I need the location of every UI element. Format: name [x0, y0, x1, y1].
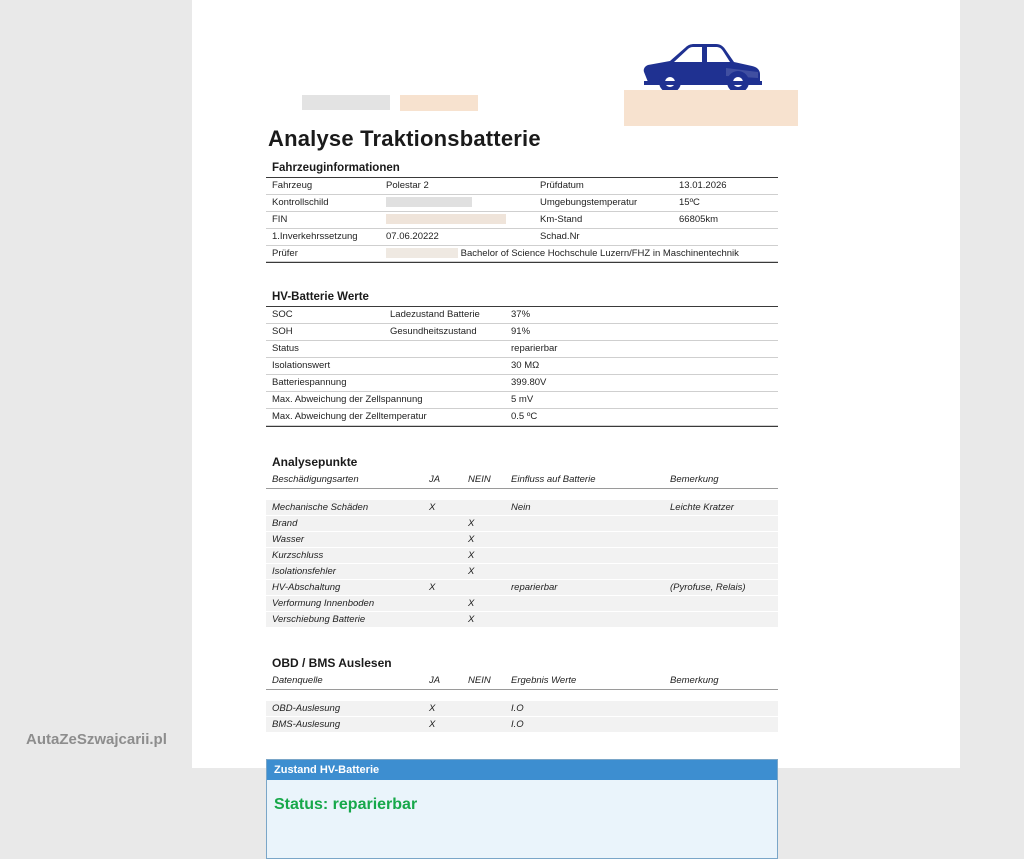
redacted-value: [386, 197, 472, 207]
section-divider: [266, 262, 778, 263]
obd-result: I.O: [505, 701, 664, 717]
page-title: Analyse Traktionsbatterie: [268, 126, 541, 151]
vehicle-label-schadnr: Schad.Nr: [534, 228, 673, 245]
hv-extra-soc: [569, 307, 778, 323]
hv-label-status: Status: [266, 341, 505, 358]
hv-value-status: reparierbar: [505, 341, 778, 358]
hv-label-isolationswert: Isolationswert: [266, 358, 505, 375]
car-illustration-icon: [630, 38, 770, 98]
bms-source: BMS-Auslesung: [266, 716, 423, 732]
document-page: [192, 0, 960, 813]
hv-key-soc: SOC: [272, 309, 293, 321]
damage-nein: [462, 500, 505, 516]
hv-label-abweichung-zellspannung: Max. Abweichung der Zellspannung: [266, 391, 505, 408]
damage-type: Verschiebung Batterie: [266, 611, 423, 627]
spacer-row: [266, 488, 778, 500]
vehicle-label-kontrollschild: Kontrollschild: [266, 194, 380, 211]
vehicle-label-fahrzeug: Fahrzeug: [266, 178, 380, 194]
col-header-remark: Bemerkung: [664, 673, 778, 690]
damage-ja: [423, 563, 462, 579]
vehicle-value-inverkehrssetzung: 07.06.20222: [380, 228, 534, 245]
col-header-result: Ergebnis Werte: [505, 673, 664, 690]
bms-result: I.O: [505, 716, 664, 732]
analysis-points-table: [266, 472, 778, 628]
obd-source: OBD-Auslesung: [266, 701, 423, 717]
damage-nein: X: [462, 611, 505, 627]
damage-ja: [423, 595, 462, 611]
vehicle-label-fin: FIN: [266, 211, 380, 228]
hv-value-soh: 91%: [505, 324, 569, 341]
damage-type: Isolationsfehler: [266, 563, 423, 579]
vehicle-label-inverkehrssetzung: 1.Inverkehrssetzung: [266, 228, 380, 245]
damage-remark: [664, 531, 778, 547]
section-title-analysis-points: Analysepunkte: [272, 454, 358, 469]
left-margin-band: [0, 0, 192, 768]
section-divider: [266, 426, 778, 427]
table-row: [266, 547, 778, 563]
damage-type: Brand: [266, 515, 423, 531]
pruefer-qualification: Bachelor of Science Hochschule Luzern/FHZ in Maschinentechnik: [460, 247, 739, 259]
table-header-row: [266, 673, 778, 690]
damage-type: Mechanische Schäden: [266, 500, 423, 516]
bms-remark: [664, 716, 778, 732]
table-row: [266, 579, 778, 595]
spacer: [266, 632, 778, 654]
damage-influence: [505, 531, 664, 547]
table-row: [266, 211, 778, 228]
spacer-row: [266, 689, 778, 701]
redacted-logo-block-2: [400, 95, 478, 111]
hv-value-batteriespannung: 399.80V: [505, 374, 778, 391]
table-row: [266, 307, 778, 323]
spacer: [266, 267, 778, 289]
section-title-hv-values: HV-Batterie Werte: [266, 289, 778, 307]
col-header-damage-type: Beschädigungsarten: [266, 472, 423, 489]
table-row: [266, 408, 778, 425]
status-panel: [266, 759, 778, 859]
hv-values-table: [266, 307, 778, 425]
damage-influence: reparierbar: [505, 579, 664, 595]
col-header-nein: NEIN: [462, 472, 505, 489]
damage-ja: [423, 611, 462, 627]
obd-nein: [462, 701, 505, 717]
bms-ja: X: [423, 716, 462, 732]
col-header-data-source: Datenquelle: [266, 673, 423, 690]
damage-nein: [462, 579, 505, 595]
table-row: [266, 611, 778, 627]
damage-nein: X: [462, 563, 505, 579]
bms-nein: [462, 716, 505, 732]
section-analysis-points: [266, 453, 778, 628]
watermark-text: AutaZeSzwajcarii.pl: [26, 731, 167, 748]
vehicle-value-schadnr: [673, 228, 778, 245]
spacer: [266, 431, 778, 453]
table-header-row: [266, 472, 778, 489]
damage-ja: [423, 547, 462, 563]
vehicle-value-umgebungstemperatur: 15ºC: [673, 194, 778, 211]
damage-type: Kurzschluss: [266, 547, 423, 563]
damage-type: Wasser: [266, 531, 423, 547]
table-row: [266, 178, 778, 194]
damage-influence: [505, 563, 664, 579]
obd-ja: X: [423, 701, 462, 717]
col-header-influence: Einfluss auf Batterie: [505, 472, 664, 489]
hv-key-soh: SOH: [272, 326, 293, 338]
table-row: [266, 595, 778, 611]
hv-value-abweichung-zelltemperatur: 0.5 ºC: [505, 408, 778, 425]
section-title-vehicle-info: Fahrzeuginformationen: [266, 160, 778, 178]
table-row: [266, 716, 778, 732]
damage-nein: X: [462, 531, 505, 547]
table-row: [266, 324, 778, 341]
vehicle-label-pruefer: Prüfer: [266, 245, 380, 262]
hv-extra-soh: [569, 324, 778, 341]
hv-label-soc: [266, 307, 505, 323]
right-margin-band: [960, 0, 1024, 768]
damage-remark: [664, 563, 778, 579]
table-row: [266, 245, 778, 262]
damage-influence: [505, 595, 664, 611]
damage-remark: [664, 515, 778, 531]
vehicle-label-pruefdatum: Prüfdatum: [534, 178, 673, 194]
vehicle-value-kontrollschild: [380, 194, 534, 211]
table-row: [266, 358, 778, 375]
document-body: [266, 160, 778, 859]
col-header-ja: JA: [423, 472, 462, 489]
section-title-obd-bms: OBD / BMS Auslesen: [272, 655, 392, 670]
hv-label-batteriespannung: Batteriespannung: [266, 374, 505, 391]
col-header-remark: Bemerkung: [664, 472, 778, 489]
damage-remark: (Pyrofuse, Relais): [664, 579, 778, 595]
status-badge: Status: reparierbar: [274, 795, 418, 813]
redacted-logo-block-3: [624, 90, 798, 126]
damage-nein: X: [462, 515, 505, 531]
hv-label-soh: [266, 324, 505, 341]
damage-ja: X: [423, 500, 462, 516]
redacted-value: [386, 214, 506, 224]
section-obd-bms: [266, 654, 778, 733]
redacted-value: [386, 248, 458, 258]
hv-sub-soh: Gesundheitszustand: [390, 326, 477, 338]
vehicle-value-fin: [380, 211, 534, 228]
damage-remark: [664, 611, 778, 627]
table-row: [266, 500, 778, 516]
damage-remark: Leichte Kratzer: [664, 500, 778, 516]
damage-remark: [664, 595, 778, 611]
vehicle-value-fahrzeug: Polestar 2: [380, 178, 534, 194]
damage-nein: X: [462, 595, 505, 611]
damage-ja: [423, 531, 462, 547]
obd-bms-table: [266, 673, 778, 733]
damage-nein: X: [462, 547, 505, 563]
vehicle-label-km-stand: Km-Stand: [534, 211, 673, 228]
damage-influence: [505, 515, 664, 531]
table-row: [266, 228, 778, 245]
table-row: [266, 391, 778, 408]
damage-type: HV-Abschaltung: [266, 579, 423, 595]
vehicle-value-pruefer: [380, 245, 778, 262]
vehicle-value-km-stand: 66805km: [673, 211, 778, 228]
table-row: [266, 341, 778, 358]
hv-value-isolationswert: 30 MΩ: [505, 358, 778, 375]
table-row: [266, 701, 778, 717]
damage-influence: Nein: [505, 500, 664, 516]
damage-ja: [423, 515, 462, 531]
table-row: [266, 563, 778, 579]
hv-label-abweichung-zelltemperatur: Max. Abweichung der Zelltemperatur: [266, 408, 505, 425]
vehicle-label-umgebungstemperatur: Umgebungstemperatur: [534, 194, 673, 211]
obd-remark: [664, 701, 778, 717]
table-row: [266, 374, 778, 391]
damage-ja: X: [423, 579, 462, 595]
damage-type: Verformung Innenboden: [266, 595, 423, 611]
vehicle-info-table: [266, 178, 778, 262]
table-row: [266, 194, 778, 211]
col-header-nein: NEIN: [462, 673, 505, 690]
section-hv-values: [266, 289, 778, 426]
hv-value-soc: 37%: [505, 307, 569, 323]
hv-value-abweichung-zellspannung: 5 mV: [505, 391, 778, 408]
damage-influence: [505, 611, 664, 627]
redacted-logo-block-1: [302, 95, 390, 110]
section-vehicle-info: [266, 160, 778, 263]
table-row: [266, 531, 778, 547]
damage-influence: [505, 547, 664, 563]
hv-sub-soc: Ladezustand Batterie: [390, 309, 480, 321]
col-header-ja: JA: [423, 673, 462, 690]
damage-remark: [664, 547, 778, 563]
vehicle-value-pruefdatum: 13.01.2026: [673, 178, 778, 194]
status-panel-body: [267, 780, 777, 858]
status-panel-header: Zustand HV-Batterie: [267, 760, 777, 780]
table-row: [266, 515, 778, 531]
